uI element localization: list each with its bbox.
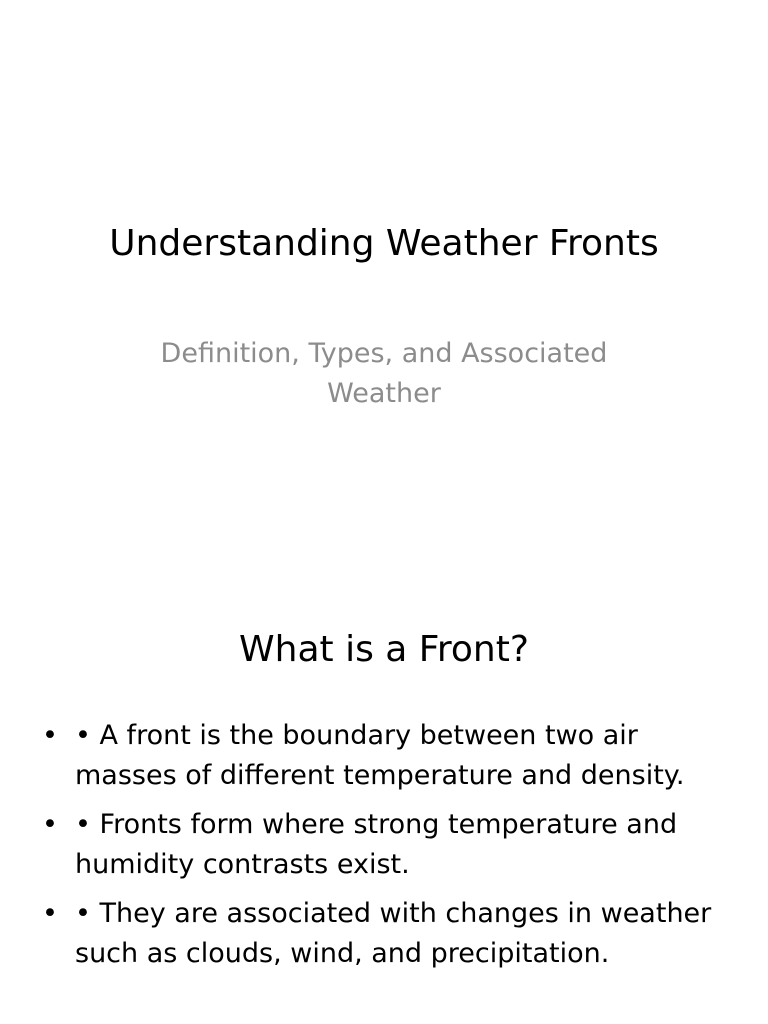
- list-item: [38, 894, 738, 974]
- bullet-text: • They are associated with changes in weather such as clouds, wind, and precipitation.: [75, 898, 712, 969]
- presentation-subtitle: Definition, Types, and Associated Weather: [160, 338, 608, 409]
- slide-heading: What is a Front?: [239, 629, 529, 670]
- bullet-text: • Fronts form where strong temperature and humidity contrasts exist.: [75, 809, 678, 880]
- bullet-text: • A front is the boundary between two air masses of different temperature and density.: [75, 720, 685, 791]
- bullet-marker: •: [42, 898, 58, 929]
- bullet-list: [38, 716, 738, 983]
- list-item: [38, 805, 738, 885]
- bullet-marker: •: [42, 720, 58, 751]
- bullet-marker: •: [42, 809, 58, 840]
- list-item: [38, 716, 738, 796]
- presentation-title: Understanding Weather Fronts: [109, 223, 659, 264]
- content-slide: [0, 512, 768, 1024]
